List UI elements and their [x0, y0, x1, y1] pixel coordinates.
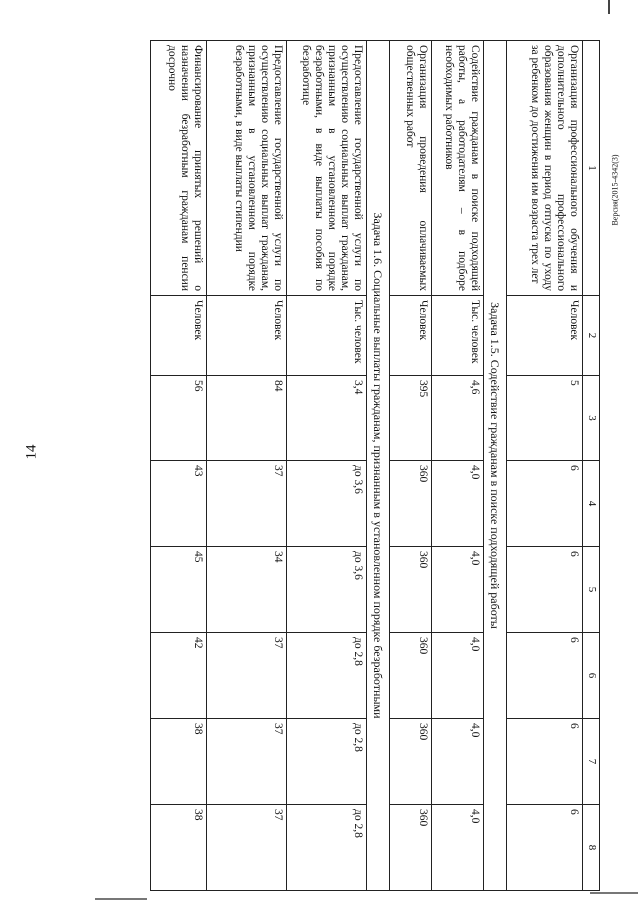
column-number: 7 [583, 719, 600, 805]
rotated-table-sheet [90, 40, 600, 890]
column-number: 5 [583, 547, 600, 633]
value-cell: 360 [390, 461, 432, 547]
scan-edge-mark [95, 898, 147, 900]
table-row [390, 41, 432, 891]
value-cell: 6 [507, 719, 583, 805]
indicators-table [150, 40, 600, 891]
version-stamp: Версия(2015-4342(3) [610, 154, 620, 226]
column-number: 8 [583, 805, 600, 891]
task-heading-row [484, 41, 507, 891]
indicator-name: Предоставление государственной услуги по осуществлению социальных выплат гражданам, признанным в установленном порядке безработными, в виде выплаты стипендии [207, 41, 287, 296]
indicator-name: Содействие гражданам в поиске подходящей работы, а работодателям – в подборе необходимых работников [432, 41, 484, 296]
value-cell: 360 [390, 633, 432, 719]
table-row [432, 41, 484, 891]
value-cell: 56 [151, 376, 207, 461]
value-cell: до 2,8 [287, 633, 367, 719]
value-cell: 42 [151, 633, 207, 719]
unit-cell: Человек [390, 296, 432, 376]
task-heading: Задача 1.5. Содействие гражданам в поиске подходящей работы [484, 41, 507, 891]
value-cell: 360 [390, 547, 432, 633]
value-cell: 38 [151, 805, 207, 891]
value-cell: до 2,8 [287, 719, 367, 805]
value-cell: 6 [507, 633, 583, 719]
value-cell: до 3,6 [287, 547, 367, 633]
value-cell: 43 [151, 461, 207, 547]
column-number-row [583, 41, 600, 891]
value-cell: 45 [151, 547, 207, 633]
indicator-name: Организация профессионального обучения и дополнительного профессионального образования женщин в период отпуска по уходу за ребенком до достижения им возраста трех лет [507, 41, 583, 296]
unit-cell: Человек [151, 296, 207, 376]
value-cell: 6 [507, 547, 583, 633]
value-cell: 360 [390, 719, 432, 805]
value-cell: 360 [390, 805, 432, 891]
column-number: 2 [583, 296, 600, 376]
indicator-name: Организация проведения оплачиваемых общественных работ [390, 41, 432, 296]
value-cell: 34 [207, 547, 287, 633]
column-number: 4 [583, 461, 600, 547]
unit-cell: Человек [507, 296, 583, 376]
unit-cell: Тыс. человек [432, 296, 484, 376]
value-cell: 37 [207, 719, 287, 805]
indicator-name: Предоставление государственной услуги по осуществлению социальных выплат гражданам, признанным в установленном порядке безработными, в виде выплаты пособия по безработице [287, 41, 367, 296]
indicator-name: Финансирование принятых решений о назначении безработным гражданам пенсии досрочно [151, 41, 207, 296]
value-cell: 5 [507, 376, 583, 461]
task-heading-row [367, 41, 390, 891]
table-row [287, 41, 367, 891]
value-cell: 37 [207, 805, 287, 891]
table-row [507, 41, 583, 891]
value-cell: 3,4 [287, 376, 367, 461]
value-cell: 4,0 [432, 719, 484, 805]
scan-edge-mark [590, 892, 638, 894]
unit-cell: Тыс. человек [287, 296, 367, 376]
value-cell: 37 [207, 633, 287, 719]
column-number: 6 [583, 633, 600, 719]
value-cell: 395 [390, 376, 432, 461]
value-cell: 4,6 [432, 376, 484, 461]
value-cell: 4,0 [432, 547, 484, 633]
table-row [151, 41, 207, 891]
value-cell: 4,0 [432, 461, 484, 547]
value-cell: 6 [507, 461, 583, 547]
unit-cell: Человек [207, 296, 287, 376]
value-cell: 38 [151, 719, 207, 805]
value-cell: 84 [207, 376, 287, 461]
table-row [207, 41, 287, 891]
scan-edge-mark [608, 0, 610, 14]
value-cell: до 3,6 [287, 461, 367, 547]
value-cell: 4,0 [432, 805, 484, 891]
value-cell: 37 [207, 461, 287, 547]
task-heading: Задача 1.6. Социальные выплаты гражданам, признанным в установленном порядке безработными [367, 41, 390, 891]
column-number: 3 [583, 376, 600, 461]
page-number: 14 [23, 444, 40, 460]
value-cell: 4,0 [432, 633, 484, 719]
column-number: 1 [583, 41, 600, 296]
value-cell: до 2,8 [287, 805, 367, 891]
value-cell: 6 [507, 805, 583, 891]
